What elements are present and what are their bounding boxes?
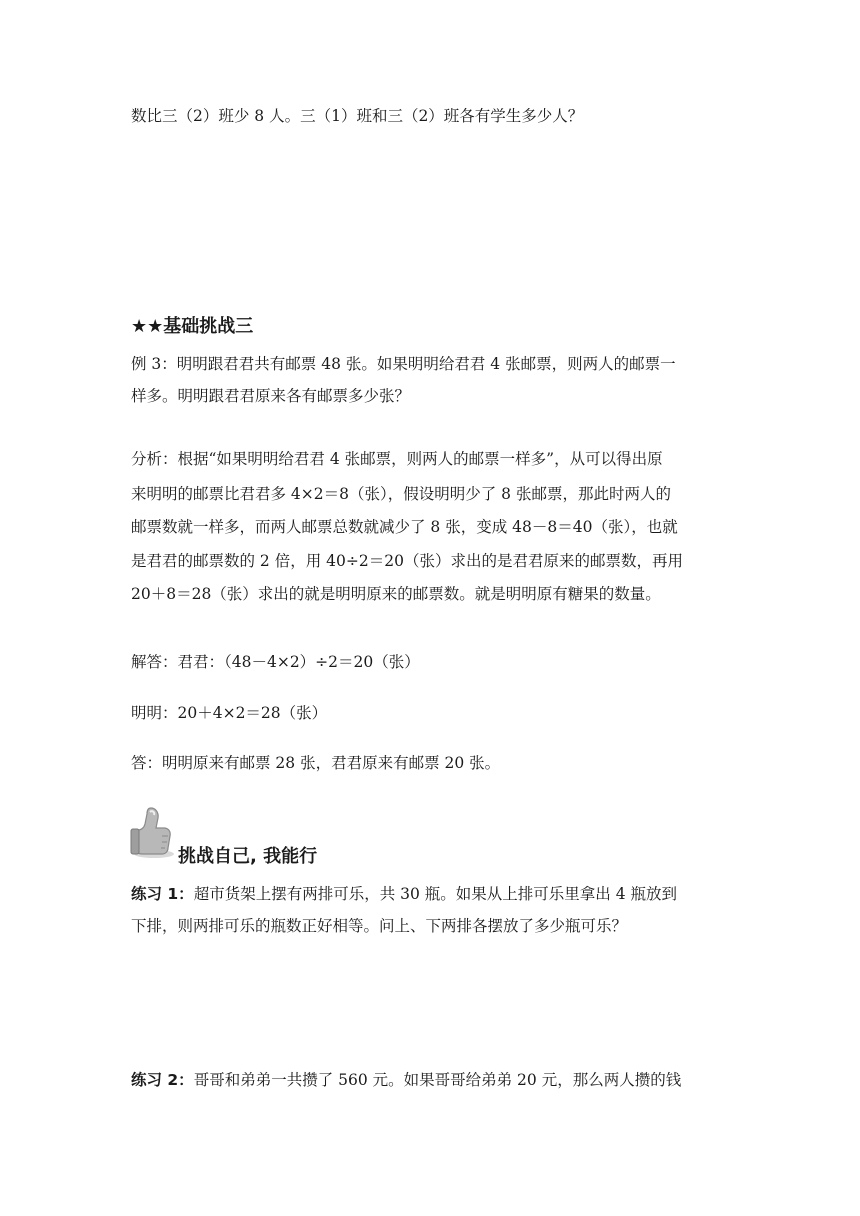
analysis-line-2: 来明明的邮票比君君多 4×2＝8（张），假设明明少了 8 张邮票，那此时两人的 xyxy=(131,485,671,503)
text-line: 数比三（2）班少 8 人。三（1）班和三（2）班各有学生多少人？ xyxy=(131,107,584,125)
practice-2-label: 练习 2： xyxy=(131,1071,194,1089)
analysis-line-4: 是君君的邮票数的 2 倍，用 40÷2＝20（张）求出的是君君原来的邮票数，再用 xyxy=(131,552,683,570)
practice-2-line-1 xyxy=(131,1068,681,1090)
analysis-line-1: 分析：根据“如果明明给君君 4 张邮票，则两人的邮票一样多”，从可以得出原 xyxy=(131,450,663,468)
answer-line: 答：明明原来有邮票 28 张，君君原来有邮票 20 张。 xyxy=(131,754,501,772)
section-heading-challenge-yourself: 挑战自己, 我能行 xyxy=(178,846,318,867)
practice-1-label: 练习 1： xyxy=(131,885,194,903)
example-3-line-1: 例 3：明明跟君君共有邮票 48 张。如果明明给君君 4 张邮票，则两人的邮票一 xyxy=(131,355,676,373)
solution-line-2: 明明：20＋4×2＝28（张） xyxy=(131,704,328,722)
solution-line-1: 解答：君君：（48－4×2）÷2＝20（张） xyxy=(131,653,420,671)
practice-1-text: 超市货架上摆有两排可乐，共 30 瓶。如果从上排可乐里拿出 4 瓶放到 xyxy=(193,885,677,903)
practice-1-line-2: 下排，则两排可乐的瓶数正好相等。问上、下两排各摆放了多少瓶可乐？ xyxy=(131,917,628,935)
practice-2-text: 哥哥和弟弟一共攒了 560 元。如果哥哥给弟弟 20 元，那么两人攒的钱 xyxy=(193,1071,682,1089)
analysis-line-5: 20＋8＝28（张）求出的就是明明原来的邮票数。就是明明原有糖果的数量。 xyxy=(131,585,661,603)
analysis-line-3: 邮票数就一样多，而两人邮票总数就减少了 8 张，变成 48－8＝40（张），也就 xyxy=(131,518,678,536)
practice-1-line-1 xyxy=(131,882,677,904)
example-3-line-2: 样多。明明跟君君原来各有邮票多少张？ xyxy=(131,387,411,405)
thumbs-up-icon xyxy=(128,800,178,860)
section-heading-basic-challenge-3: ★★基础挑战三 xyxy=(131,316,254,337)
